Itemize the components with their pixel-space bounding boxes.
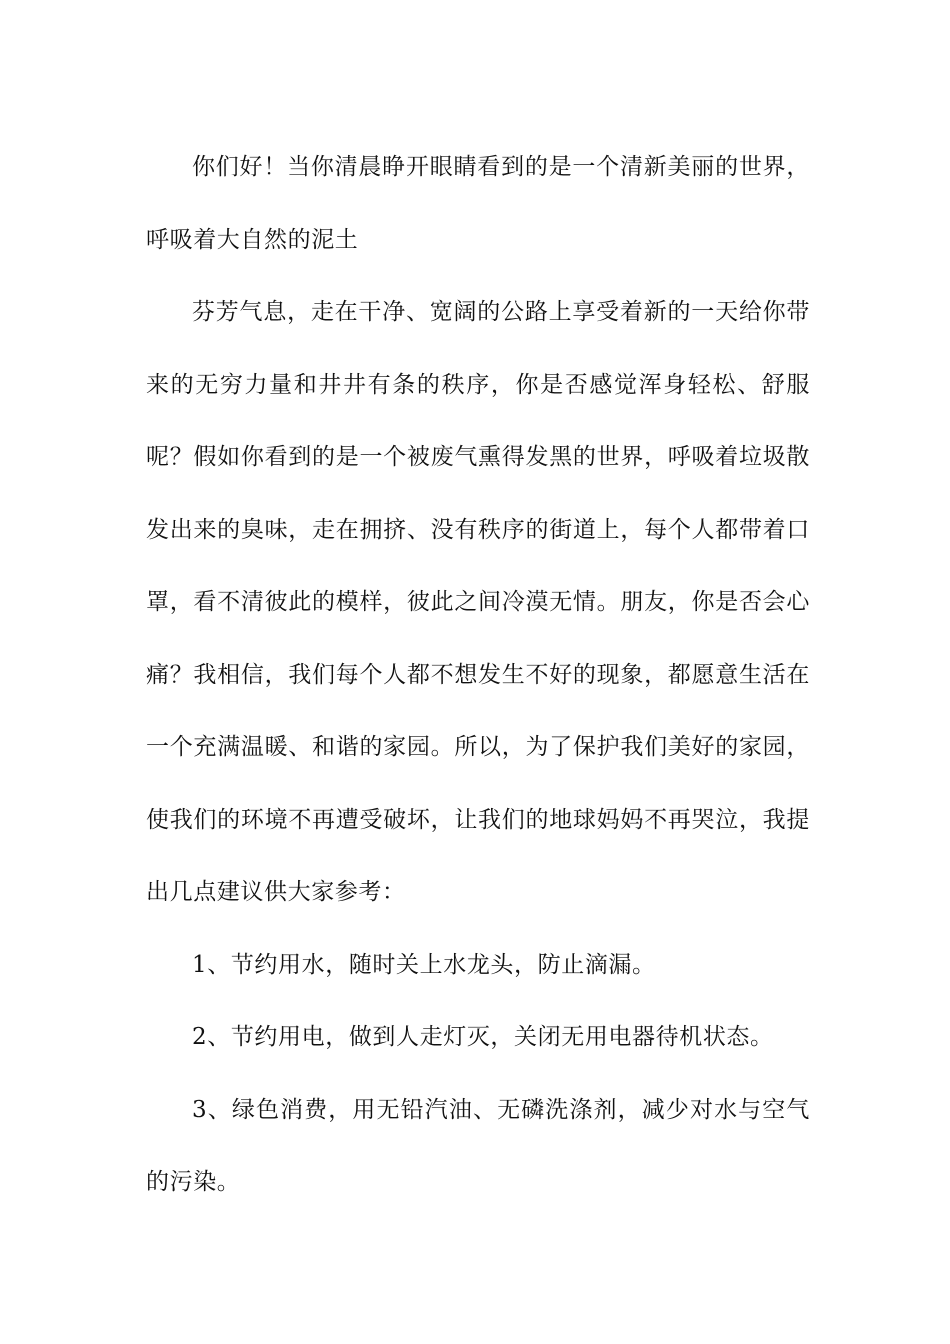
list-item-save-electricity: 2、节约用电，做到人走灯灭，关闭无用电器待机状态。	[192, 1024, 774, 1050]
document-body	[146, 131, 810, 1219]
list-item-green-consumption: 3、绿色消费，用无铅汽油、无磷洗涤剂，减少对水与空气的污染。	[146, 1096, 810, 1195]
list-item-save-water: 1、节约用水，随时关上水龙头，防止滴漏。	[192, 951, 656, 978]
paragraph-greeting: 你们好！当你清晨睁开眼睛看到的是一个清新美丽的世界，呼吸着大自然的泥土	[146, 154, 810, 253]
paragraph-main: 芬芳气息，走在干净、宽阔的公路上享受着新的一天给你带来的无穷力量和井井有条的秩序，你是否感觉浑身轻松、舒服呢？假如你看到的是一个被废气熏得发黑的世界，呼吸着垃圾散发出来的臭味，走在拥挤、没有秩序的街道上，每个人都带着口罩，看不清彼此的模样，彼此之间冷漠无情。朋友，你是否会心痛？我相信，我们每个人都不想发生不好的现象，都愿意生活在一个充满温暖、和谐的家园。所以，为了保护我们美好的家园，使我们的环境不再遭受破坏，让我们的地球妈妈不再哭泣，我提出几点建议供大家参考：	[146, 299, 810, 905]
